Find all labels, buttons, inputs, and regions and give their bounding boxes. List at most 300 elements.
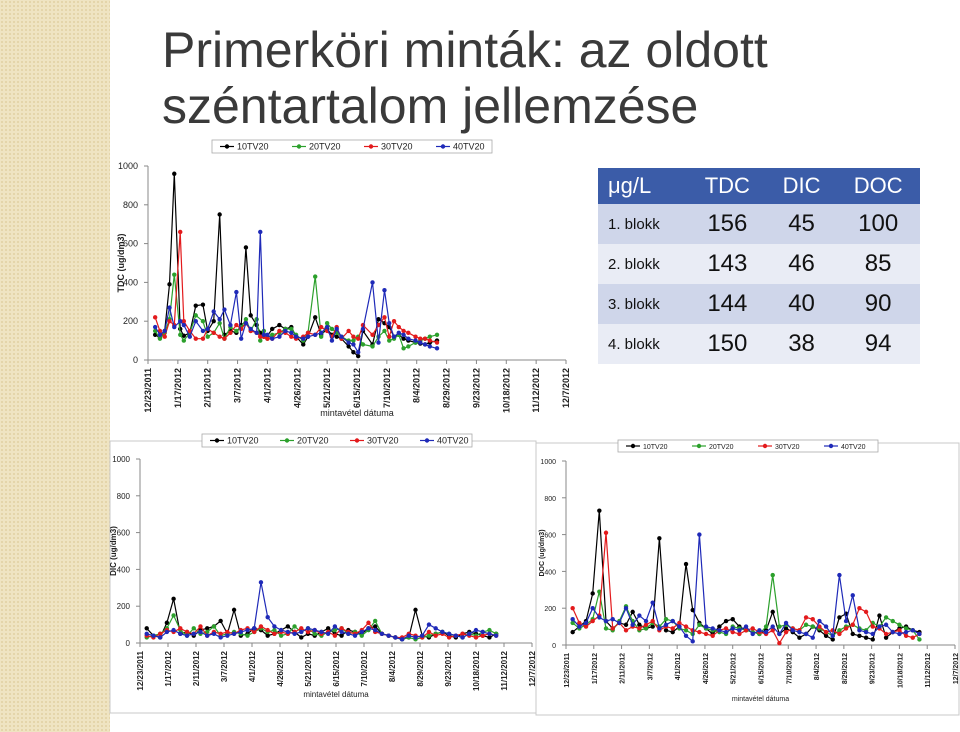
doc-data-point-20TV20 — [804, 623, 808, 627]
doc-data-point-30TV20 — [864, 610, 868, 614]
table-cell: 144 — [707, 290, 748, 317]
dic-data-point-10TV20 — [232, 608, 236, 612]
doc-data-point-40TV20 — [664, 623, 668, 627]
dic-x-tick-label: 12/23/2011 — [136, 651, 145, 691]
doc-data-point-40TV20 — [771, 624, 775, 628]
doc-data-point-30TV20 — [857, 606, 861, 610]
dic-data-point-40TV20 — [239, 630, 243, 634]
tdc-data-point-40TV20 — [330, 338, 334, 342]
dic-data-point-40TV20 — [420, 633, 424, 637]
tdc-data-point-30TV20 — [201, 336, 205, 340]
dic-data-point-40TV20 — [245, 628, 249, 632]
dic-x-tick-label: 8/29/2012 — [416, 651, 425, 687]
tdc-data-point-30TV20 — [217, 335, 221, 339]
tdc-data-point-20TV20 — [428, 335, 432, 339]
dic-data-point-30TV20 — [333, 633, 337, 637]
tdc-data-point-20TV20 — [289, 327, 293, 331]
doc-data-point-40TV20 — [630, 623, 634, 627]
dic-data-point-40TV20 — [272, 624, 276, 628]
doc-legend-swatch-marker — [829, 444, 833, 448]
doc-data-point-40TV20 — [644, 619, 648, 623]
tdc-data-point-40TV20 — [206, 327, 210, 331]
doc-data-point-30TV20 — [604, 531, 608, 535]
tdc-y-tick-label: 1000 — [117, 161, 138, 171]
tdc-data-point-40TV20 — [201, 329, 205, 333]
doc-data-point-20TV20 — [764, 624, 768, 628]
tdc-x-tick-label: 11/12/2012 — [531, 368, 542, 413]
tdc-x-tick-label: 8/4/2012 — [411, 368, 422, 404]
dic-data-point-40TV20 — [460, 635, 464, 639]
dic-data-point-40TV20 — [212, 632, 216, 636]
dic-data-point-20TV20 — [212, 624, 216, 628]
tdc-data-point-10TV20 — [201, 303, 205, 307]
doc-data-point-30TV20 — [610, 626, 614, 630]
dic-data-point-40TV20 — [292, 632, 296, 636]
dic-data-point-30TV20 — [259, 624, 263, 628]
doc-data-point-10TV20 — [797, 635, 801, 639]
dic-y-tick-label: 600 — [116, 528, 130, 538]
dic-data-point-40TV20 — [178, 632, 182, 636]
dic-data-point-40TV20 — [447, 632, 451, 636]
dic-x-tick-label: 7/10/2012 — [360, 651, 369, 687]
doc-data-point-40TV20 — [791, 628, 795, 632]
tdc-data-point-30TV20 — [163, 335, 167, 339]
doc-data-point-40TV20 — [884, 623, 888, 627]
dic-data-point-40TV20 — [400, 637, 404, 641]
tdc-x-tick-label: 5/21/2012 — [322, 368, 333, 409]
doc-data-point-40TV20 — [857, 628, 861, 632]
tdc-data-point-20TV20 — [217, 321, 221, 325]
doc-data-point-40TV20 — [911, 628, 915, 632]
tdc-legend-swatch-marker — [441, 144, 445, 148]
dic-data-point-40TV20 — [313, 628, 317, 632]
tdc-data-point-20TV20 — [234, 329, 238, 333]
tdc-data-point-20TV20 — [370, 344, 374, 348]
tdc-data-point-20TV20 — [258, 338, 262, 342]
dic-y-tick-label: 200 — [116, 602, 130, 612]
doc-data-point-30TV20 — [851, 623, 855, 627]
dic-data-point-40TV20 — [360, 630, 364, 634]
doc-data-point-40TV20 — [691, 639, 695, 643]
dic-data-point-10TV20 — [145, 626, 149, 630]
dic-data-point-40TV20 — [407, 633, 411, 637]
dic-data-point-40TV20 — [165, 630, 169, 634]
tdc-data-point-30TV20 — [265, 336, 269, 340]
tdc-data-point-10TV20 — [277, 323, 281, 327]
tdc-data-point-10TV20 — [244, 245, 248, 249]
tdc-data-point-30TV20 — [387, 335, 391, 339]
tdc-data-point-40TV20 — [339, 335, 343, 339]
doc-data-point-40TV20 — [637, 613, 641, 617]
doc-data-point-10TV20 — [771, 610, 775, 614]
dic-data-point-40TV20 — [494, 633, 498, 637]
dic-data-point-20TV20 — [245, 633, 249, 637]
dic-data-point-40TV20 — [454, 633, 458, 637]
doc-x-tick-label: 10/18/2012 — [897, 653, 905, 689]
tdc-data-point-20TV20 — [194, 313, 198, 317]
doc-y-tick-label: 600 — [544, 532, 556, 540]
tdc-data-point-40TV20 — [325, 325, 329, 329]
tdc-data-point-40TV20 — [158, 333, 162, 337]
doc-data-point-40TV20 — [704, 624, 708, 628]
tdc-data-point-40TV20 — [346, 340, 350, 344]
tdc-data-point-10TV20 — [172, 172, 176, 176]
doc-data-point-30TV20 — [777, 641, 781, 645]
table-cell: 143 — [707, 250, 748, 277]
doc-x-tick-label: 1/17/2012 — [591, 653, 599, 685]
dic-legend-label: 10TV20 — [227, 435, 259, 446]
tdc-data-point-30TV20 — [178, 230, 182, 234]
dic-data-point-40TV20 — [353, 633, 357, 637]
doc-y-tick-label: 200 — [544, 606, 556, 614]
doc-data-point-10TV20 — [731, 617, 735, 621]
doc-y-tick-label: 1000 — [540, 459, 556, 466]
dic-data-point-40TV20 — [151, 633, 155, 637]
doc-chart-frame — [536, 443, 959, 715]
tdc-data-point-40TV20 — [244, 321, 248, 325]
dic-data-point-40TV20 — [433, 626, 437, 630]
doc-data-point-10TV20 — [590, 591, 594, 595]
doc-y-tick-label: 400 — [544, 569, 556, 577]
slide-title: Primerköri minták: az oldott széntartalom jellemzése — [162, 22, 768, 134]
doc-data-point-30TV20 — [570, 606, 574, 610]
doc-data-point-20TV20 — [897, 623, 901, 627]
tdc-data-point-40TV20 — [382, 288, 386, 292]
doc-data-point-30TV20 — [711, 634, 715, 638]
tdc-data-point-40TV20 — [254, 331, 258, 335]
tdc-data-point-30TV20 — [194, 336, 198, 340]
doc-data-point-20TV20 — [697, 623, 701, 627]
tdc-data-point-40TV20 — [428, 344, 432, 348]
doc-x-tick-label: 11/12/2012 — [925, 653, 933, 688]
dic-data-point-40TV20 — [158, 635, 162, 639]
table-cell: 1. blokk — [608, 215, 660, 233]
tdc-data-point-20TV20 — [313, 274, 317, 278]
dic-data-point-10TV20 — [299, 635, 303, 639]
tdc-data-point-20TV20 — [406, 344, 410, 348]
doc-data-point-40TV20 — [677, 624, 681, 628]
tdc-data-point-40TV20 — [172, 325, 176, 329]
tdc-data-point-20TV20 — [178, 333, 182, 337]
tdc-data-point-40TV20 — [178, 319, 182, 323]
dic-data-point-40TV20 — [481, 630, 485, 634]
tdc-data-point-40TV20 — [435, 346, 439, 350]
table-cell: 46 — [788, 250, 815, 277]
tdc-y-tick-label: 800 — [122, 199, 138, 210]
tdc-data-point-30TV20 — [211, 331, 215, 335]
doc-legend-swatch-marker — [697, 444, 701, 448]
tdc-data-point-40TV20 — [283, 329, 287, 333]
doc-data-point-10TV20 — [724, 619, 728, 623]
tdc-data-point-30TV20 — [401, 329, 405, 333]
doc-data-point-30TV20 — [697, 630, 701, 634]
tdc-data-point-30TV20 — [423, 336, 427, 340]
doc-data-point-30TV20 — [590, 619, 594, 623]
doc-data-point-40TV20 — [597, 615, 601, 619]
doc-legend-label: 40TV20 — [841, 444, 866, 451]
tdc-data-point-20TV20 — [158, 336, 162, 340]
table-cell: 94 — [864, 330, 892, 357]
doc-data-point-20TV20 — [777, 624, 781, 628]
tdc-data-point-40TV20 — [356, 350, 360, 354]
doc-data-point-40TV20 — [897, 632, 901, 636]
doc-data-point-10TV20 — [864, 635, 868, 639]
tdc-data-point-40TV20 — [313, 333, 317, 337]
dic-y-tick-label: 0 — [125, 639, 130, 648]
tdc-data-point-40TV20 — [351, 342, 355, 346]
tdc-data-point-20TV20 — [351, 338, 355, 342]
doc-data-point-10TV20 — [570, 630, 574, 634]
doc-data-point-30TV20 — [650, 619, 654, 623]
dic-x-tick-label: 8/4/2012 — [388, 651, 397, 683]
doc-x-tick-label: 7/10/2012 — [786, 653, 794, 685]
doc-data-point-40TV20 — [904, 630, 908, 634]
tdc-x-tick-label: 4/1/2012 — [262, 368, 273, 404]
tdc-data-point-40TV20 — [370, 280, 374, 284]
tdc-data-point-40TV20 — [277, 335, 281, 339]
doc-data-point-40TV20 — [697, 532, 701, 536]
doc-data-point-40TV20 — [764, 630, 768, 634]
doc-data-point-20TV20 — [884, 615, 888, 619]
doc-data-point-40TV20 — [670, 619, 674, 623]
tdc-data-point-10TV20 — [167, 282, 171, 286]
doc-data-point-40TV20 — [724, 630, 728, 634]
tdc-data-point-10TV20 — [270, 327, 274, 331]
dic-data-point-40TV20 — [393, 635, 397, 639]
tdc-data-point-20TV20 — [382, 329, 386, 333]
doc-x-tick-label: 8/4/2012 — [814, 653, 822, 681]
tdc-series-line-10TV20 — [155, 174, 437, 356]
table-cell: 40 — [788, 290, 815, 317]
doc-data-point-40TV20 — [751, 632, 755, 636]
table-header-cell: DIC — [782, 173, 821, 198]
dic-legend-swatch-marker — [285, 438, 289, 442]
table-cell: 38 — [788, 330, 815, 357]
tdc-data-point-30TV20 — [289, 335, 293, 339]
tdc-x-tick-label: 12/23/2011 — [143, 368, 153, 413]
doc-data-point-30TV20 — [871, 624, 875, 628]
tdc-data-point-30TV20 — [346, 329, 350, 333]
table-cell: 45 — [788, 210, 815, 237]
dic-y-tick-label: 800 — [116, 491, 130, 501]
dic-data-point-40TV20 — [467, 632, 471, 636]
table-cell: 156 — [707, 210, 748, 237]
dic-data-point-40TV20 — [306, 626, 310, 630]
dic-data-point-40TV20 — [279, 628, 283, 632]
doc-data-point-40TV20 — [650, 600, 654, 604]
dic-data-point-10TV20 — [286, 624, 290, 628]
doc-data-point-40TV20 — [610, 617, 614, 621]
tdc-legend-label: 40TV20 — [453, 141, 485, 152]
doc-x-tick-label: 8/29/2012 — [841, 653, 849, 685]
tdc-data-point-10TV20 — [334, 335, 338, 339]
dic-data-point-30TV20 — [272, 632, 276, 636]
table-header-cell: μg/L — [608, 173, 652, 198]
doc-x-tick-label: 4/1/2012 — [675, 653, 683, 681]
tdc-data-point-20TV20 — [319, 335, 323, 339]
tdc-legend-label: 10TV20 — [237, 141, 269, 152]
doc-legend-label: 30TV20 — [775, 444, 800, 451]
dic-y-tick-label: 1000 — [112, 455, 130, 464]
dic-data-point-40TV20 — [386, 633, 390, 637]
dic-data-point-40TV20 — [185, 633, 189, 637]
doc-data-point-40TV20 — [871, 632, 875, 636]
dic-data-point-40TV20 — [326, 632, 330, 636]
tdc-data-point-20TV20 — [206, 335, 210, 339]
tdc-data-point-40TV20 — [401, 333, 405, 337]
dic-data-point-40TV20 — [427, 622, 431, 626]
dic-data-point-40TV20 — [440, 630, 444, 634]
doc-data-point-30TV20 — [624, 628, 628, 632]
doc-data-point-30TV20 — [837, 632, 841, 636]
dic-data-point-40TV20 — [205, 633, 209, 637]
dic-x-tick-label: 5/21/2012 — [304, 651, 313, 687]
doc-data-point-20TV20 — [771, 573, 775, 577]
doc-data-point-40TV20 — [711, 626, 715, 630]
doc-data-point-20TV20 — [664, 617, 668, 621]
tdc-data-point-20TV20 — [361, 342, 365, 346]
dic-legend-label: 30TV20 — [367, 435, 399, 446]
tdc-data-point-10TV20 — [376, 317, 380, 321]
tdc-data-point-20TV20 — [401, 346, 405, 350]
tdc-data-point-40TV20 — [188, 335, 192, 339]
doc-data-point-10TV20 — [657, 536, 661, 540]
doc-x-tick-label: 4/26/2012 — [702, 653, 710, 685]
tdc-series-line-30TV20 — [155, 232, 437, 343]
dic-x-tick-label: 4/1/2012 — [248, 651, 257, 683]
dic-data-point-40TV20 — [366, 626, 370, 630]
doc-data-point-30TV20 — [824, 630, 828, 634]
dic-data-point-40TV20 — [373, 628, 377, 632]
doc-data-point-40TV20 — [877, 624, 881, 628]
tdc-legend-swatch-marker — [369, 144, 373, 148]
tdc-data-point-20TV20 — [387, 338, 391, 342]
tdc-data-point-20TV20 — [201, 319, 205, 323]
dic-data-point-20TV20 — [292, 624, 296, 628]
doc-x-tick-label: 12/23/2011 — [564, 653, 571, 688]
doc-data-point-40TV20 — [817, 619, 821, 623]
tdc-data-point-40TV20 — [222, 307, 226, 311]
doc-legend-label: 10TV20 — [643, 444, 668, 451]
tdc-data-point-40TV20 — [182, 323, 186, 327]
tdc-data-point-40TV20 — [418, 340, 422, 344]
tdc-data-point-30TV20 — [167, 319, 171, 323]
tdc-data-point-10TV20 — [249, 313, 253, 317]
dic-legend-swatch-marker — [215, 438, 219, 442]
tdc-y-axis-label: TDC (ug/dm3) — [116, 233, 126, 293]
dic-data-point-30TV20 — [178, 626, 182, 630]
doc-data-point-30TV20 — [637, 626, 641, 630]
table-cell: 4. blokk — [608, 335, 660, 353]
doc-x-tick-label: 2/11/2012 — [619, 653, 627, 684]
tdc-data-point-10TV20 — [194, 303, 198, 307]
dic-data-point-40TV20 — [487, 632, 491, 636]
dic-data-point-20TV20 — [192, 626, 196, 630]
doc-data-point-40TV20 — [804, 632, 808, 636]
tdc-x-tick-label: 7/10/2012 — [381, 368, 392, 409]
tdc-data-point-40TV20 — [194, 319, 198, 323]
doc-data-point-10TV20 — [851, 632, 855, 636]
tdc-y-tick-label: 200 — [122, 316, 138, 327]
tdc-data-point-40TV20 — [306, 335, 310, 339]
tdc-data-point-30TV20 — [234, 323, 238, 327]
dic-data-point-40TV20 — [346, 632, 350, 636]
doc-data-point-40TV20 — [684, 634, 688, 638]
tdc-data-point-40TV20 — [413, 338, 417, 342]
tdc-data-point-40TV20 — [289, 331, 293, 335]
dic-data-point-30TV20 — [366, 621, 370, 625]
dic-data-point-30TV20 — [198, 624, 202, 628]
doc-data-point-10TV20 — [837, 615, 841, 619]
tdc-data-point-30TV20 — [435, 340, 439, 344]
tdc-data-point-30TV20 — [356, 336, 360, 340]
doc-x-tick-label: 3/7/2012 — [647, 653, 655, 681]
doc-data-point-40TV20 — [717, 628, 721, 632]
doc-data-point-40TV20 — [744, 624, 748, 628]
tdc-legend-swatch-marker — [297, 144, 301, 148]
tdc-x-axis-label: mintavétel dátuma — [320, 408, 394, 418]
dic-x-tick-label: 9/23/2012 — [444, 651, 453, 687]
doc-data-point-40TV20 — [731, 626, 735, 630]
tdc-data-point-10TV20 — [401, 336, 405, 340]
dic-data-point-30TV20 — [433, 633, 437, 637]
doc-data-point-40TV20 — [777, 632, 781, 636]
doc-data-point-40TV20 — [837, 573, 841, 577]
dic-x-tick-label: 1/17/2012 — [164, 651, 173, 687]
doc-data-point-30TV20 — [784, 630, 788, 634]
doc-data-point-40TV20 — [864, 630, 868, 634]
dic-data-point-40TV20 — [339, 630, 343, 634]
tdc-data-point-40TV20 — [217, 317, 221, 321]
tdc-data-point-40TV20 — [376, 340, 380, 344]
tdc-legend-swatch-marker — [225, 144, 229, 148]
dic-data-point-40TV20 — [225, 633, 229, 637]
tdc-data-point-40TV20 — [270, 336, 274, 340]
tdc-data-point-30TV20 — [418, 336, 422, 340]
table-cell: 100 — [858, 210, 899, 237]
doc-data-point-40TV20 — [891, 630, 895, 634]
tdc-data-point-10TV20 — [313, 315, 317, 319]
dic-data-point-20TV20 — [373, 619, 377, 623]
doc-y-tick-label: 800 — [544, 495, 556, 503]
dic-x-tick-label: 12/7/2012 — [528, 651, 537, 687]
tdc-data-point-10TV20 — [356, 354, 360, 358]
tdc-data-point-40TV20 — [301, 336, 305, 340]
doc-data-point-40TV20 — [831, 634, 835, 638]
doc-x-tick-label: 12/7/2012 — [953, 653, 960, 685]
dic-legend-label: 20TV20 — [297, 435, 329, 446]
table-cell: 85 — [864, 250, 892, 277]
dic-x-tick-label: 4/26/2012 — [276, 651, 285, 687]
tdc-data-point-40TV20 — [397, 331, 401, 335]
tdc-data-point-40TV20 — [387, 321, 391, 325]
table-header-cell: DOC — [853, 173, 903, 198]
tdc-data-point-10TV20 — [301, 342, 305, 346]
dic-data-point-40TV20 — [192, 632, 196, 636]
doc-x-axis-label: mintavétel dátuma — [731, 696, 790, 703]
doc-data-point-40TV20 — [570, 617, 574, 621]
tdc-data-point-10TV20 — [217, 212, 221, 216]
tdc-data-point-20TV20 — [330, 327, 334, 331]
doc-data-point-10TV20 — [871, 637, 875, 641]
doc-data-point-40TV20 — [917, 632, 921, 636]
dic-y-tick-label: 400 — [116, 565, 130, 575]
doc-x-tick-label: 6/15/2012 — [758, 653, 766, 685]
doc-data-point-40TV20 — [784, 621, 788, 625]
doc-data-point-10TV20 — [684, 562, 688, 566]
tdc-data-point-40TV20 — [294, 335, 298, 339]
doc-data-point-30TV20 — [804, 615, 808, 619]
